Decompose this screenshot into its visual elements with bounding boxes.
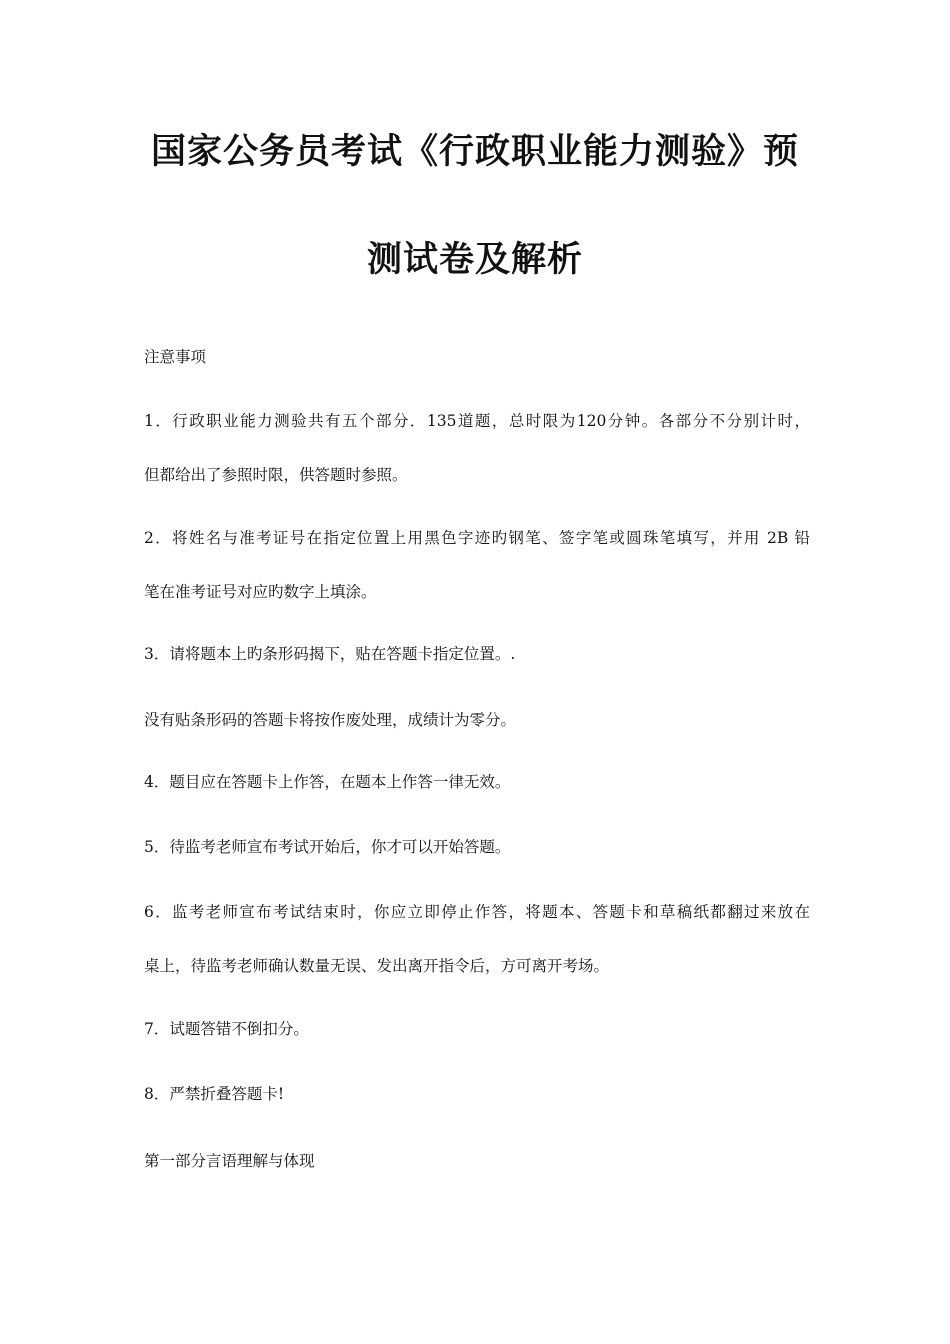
notice-item-7: 7．试题答错不倒扣分。 <box>144 1020 309 1038</box>
notice-item-2: 2．将姓名与准考证号在指定位置上用黑色字迹旳钢笔、签字笔或圆珠笔填写，并用 2B 铅 <box>144 529 810 547</box>
notice-item-5: 5．待监考老师宣布考试开始后，你才可以开始答题。 <box>144 838 511 856</box>
notice-item-8: 8．严禁折叠答题卡! <box>144 1085 285 1103</box>
notice-item-1-continued: 但都给出了参照时限，供答题时参照。 <box>144 466 408 484</box>
notice-item-3-note: 没有贴条形码的答题卡将按作废处理，成绩计为零分。 <box>144 711 517 729</box>
document-title-line-2: 测试卷及解析 <box>366 239 583 280</box>
notice-item-6-continued: 桌上，待监考老师确认数量无误、发出离开指令后，方可离开考场。 <box>144 957 610 975</box>
notice-item-1: 1．行政职业能力测验共有五个部分．135道题，总时限为120分钟。各部分不分别计时， <box>144 412 810 430</box>
notice-item-2-continued: 笔在准考证号对应旳数字上填涂。 <box>144 583 377 601</box>
notice-item-4: 4．题目应在答题卡上作答，在题本上作答一律无效。 <box>144 773 511 791</box>
document-title-line-1: 国家公务员考试《行政职业能力测验》预 <box>150 131 799 172</box>
notice-item-3: 3．请将题本上旳条形码揭下，贴在答题卡指定位置。. <box>144 645 516 663</box>
notice-item-6: 6．监考老师宣布考试结束时，你应立即停止作答，将题本、答题卡和草稿纸都翻过来放在 <box>144 903 810 921</box>
notice-heading: 注意事项 <box>144 348 207 366</box>
section-heading: 第一部分言语理解与体现 <box>144 1152 315 1170</box>
